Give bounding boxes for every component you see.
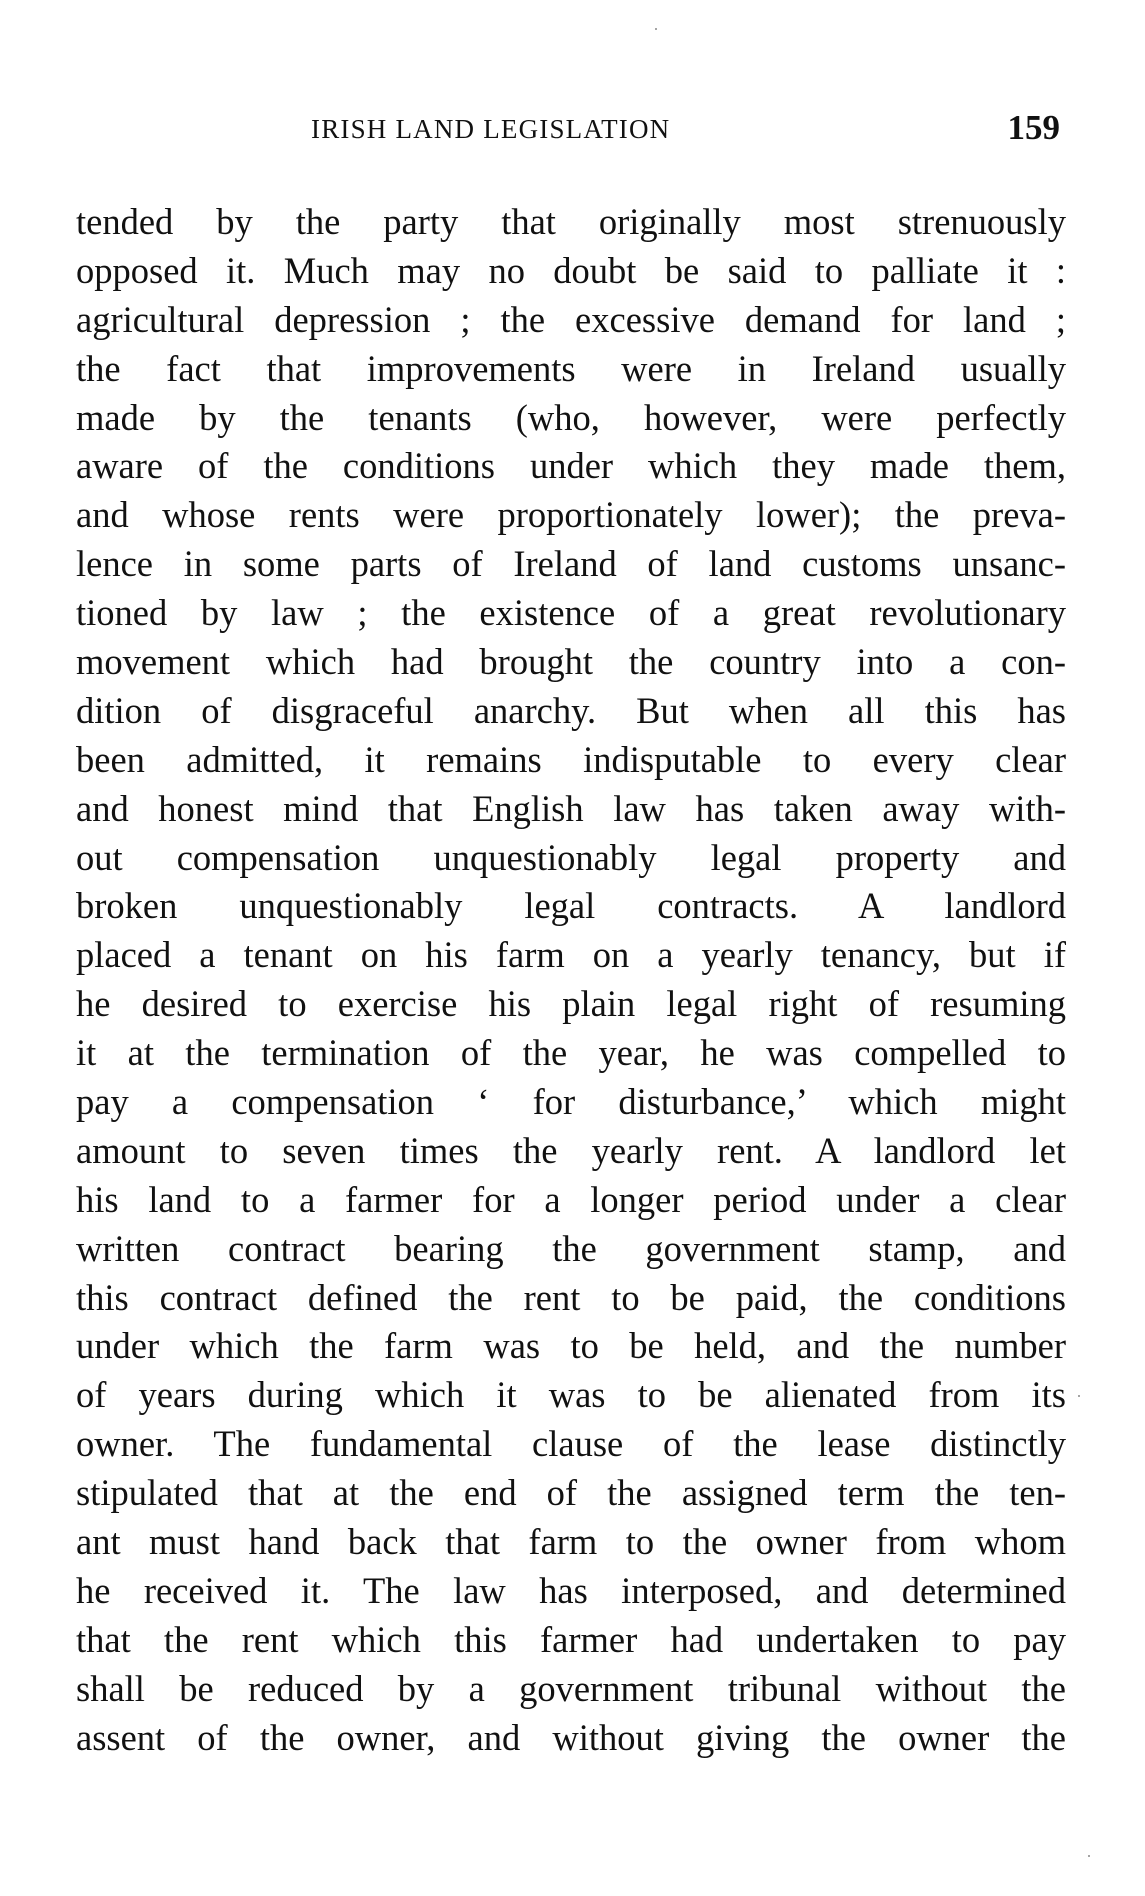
paper-speck — [1078, 1395, 1080, 1397]
text-line: ant must hand back that farm to the owner from whom — [76, 1521, 1066, 1563]
text-line: of years during which it was to be alienated from its — [76, 1374, 1066, 1416]
text-line: agricultural depression ; the excessive demand for land ; — [76, 298, 1066, 340]
text-line: written contract bearing the government stamp, and — [76, 1227, 1066, 1269]
text-line: made by the tenants (who, however, were perfectly — [76, 396, 1066, 438]
page-number: 159 — [1007, 108, 1060, 147]
text-line: dition of disgraceful anarchy. But when all this has — [76, 689, 1066, 731]
text-line: amount to seven times the yearly rent. A landlord let — [76, 1129, 1066, 1171]
text-line: pay a compensation ‘ for disturbance,’ which might — [76, 1081, 1066, 1123]
text-line: owner. The fundamental clause of the lease distinctly — [76, 1423, 1066, 1465]
running-title: IRISH LAND LEGISLATION — [311, 114, 671, 144]
paper-speck — [655, 28, 657, 30]
text-line: this contract defined the rent to be paid, the conditions — [76, 1276, 1066, 1318]
paper-speck — [1088, 1855, 1090, 1857]
text-line: the fact that improvements were in Ireland usually — [76, 347, 1066, 389]
text-line: opposed it. Much may no doubt be said to palliate it : — [76, 249, 1066, 291]
text-line: tioned by law ; the existence of a great revolutionary — [76, 592, 1066, 634]
text-line: stipulated that at the end of the assigned term the ten- — [76, 1472, 1066, 1514]
text-line: shall be reduced by a government tribunal without the — [76, 1667, 1066, 1709]
text-line: and whose rents were proportionately lower); the preva- — [76, 494, 1066, 536]
text-line: lence in some parts of Ireland of land customs unsanc- — [76, 543, 1066, 585]
text-line: placed a tenant on his farm on a yearly tenancy, but if — [76, 934, 1066, 976]
text-line: that the rent which this farmer had undertaken to pay — [76, 1618, 1066, 1660]
text-line: tended by the party that originally most strenuously — [76, 201, 1066, 242]
text-line: aware of the conditions under which they made them, — [76, 445, 1066, 487]
page-header — [76, 108, 1066, 158]
text-line: his land to a farmer for a longer period under a clear — [76, 1178, 1066, 1220]
text-line: he received it. The law has interposed, and determined — [76, 1569, 1066, 1611]
body-text — [76, 198, 1066, 1763]
text-line: been admitted, it remains indisputable to every clear — [76, 738, 1066, 780]
text-line: it at the termination of the year, he was compelled to — [76, 1032, 1066, 1074]
text-line: under which the farm was to be held, and the number — [76, 1325, 1066, 1367]
text-line: broken unquestionably legal contracts. A landlord — [76, 885, 1066, 927]
text-line: movement which had brought the country into a con- — [76, 641, 1066, 683]
text-line: he desired to exercise his plain legal right of resuming — [76, 983, 1066, 1025]
text-line: out compensation unquestionably legal property and — [76, 836, 1066, 878]
text-line: assent of the owner, and without giving the owner the — [76, 1716, 1066, 1758]
text-line: and honest mind that English law has taken away with- — [76, 787, 1066, 829]
